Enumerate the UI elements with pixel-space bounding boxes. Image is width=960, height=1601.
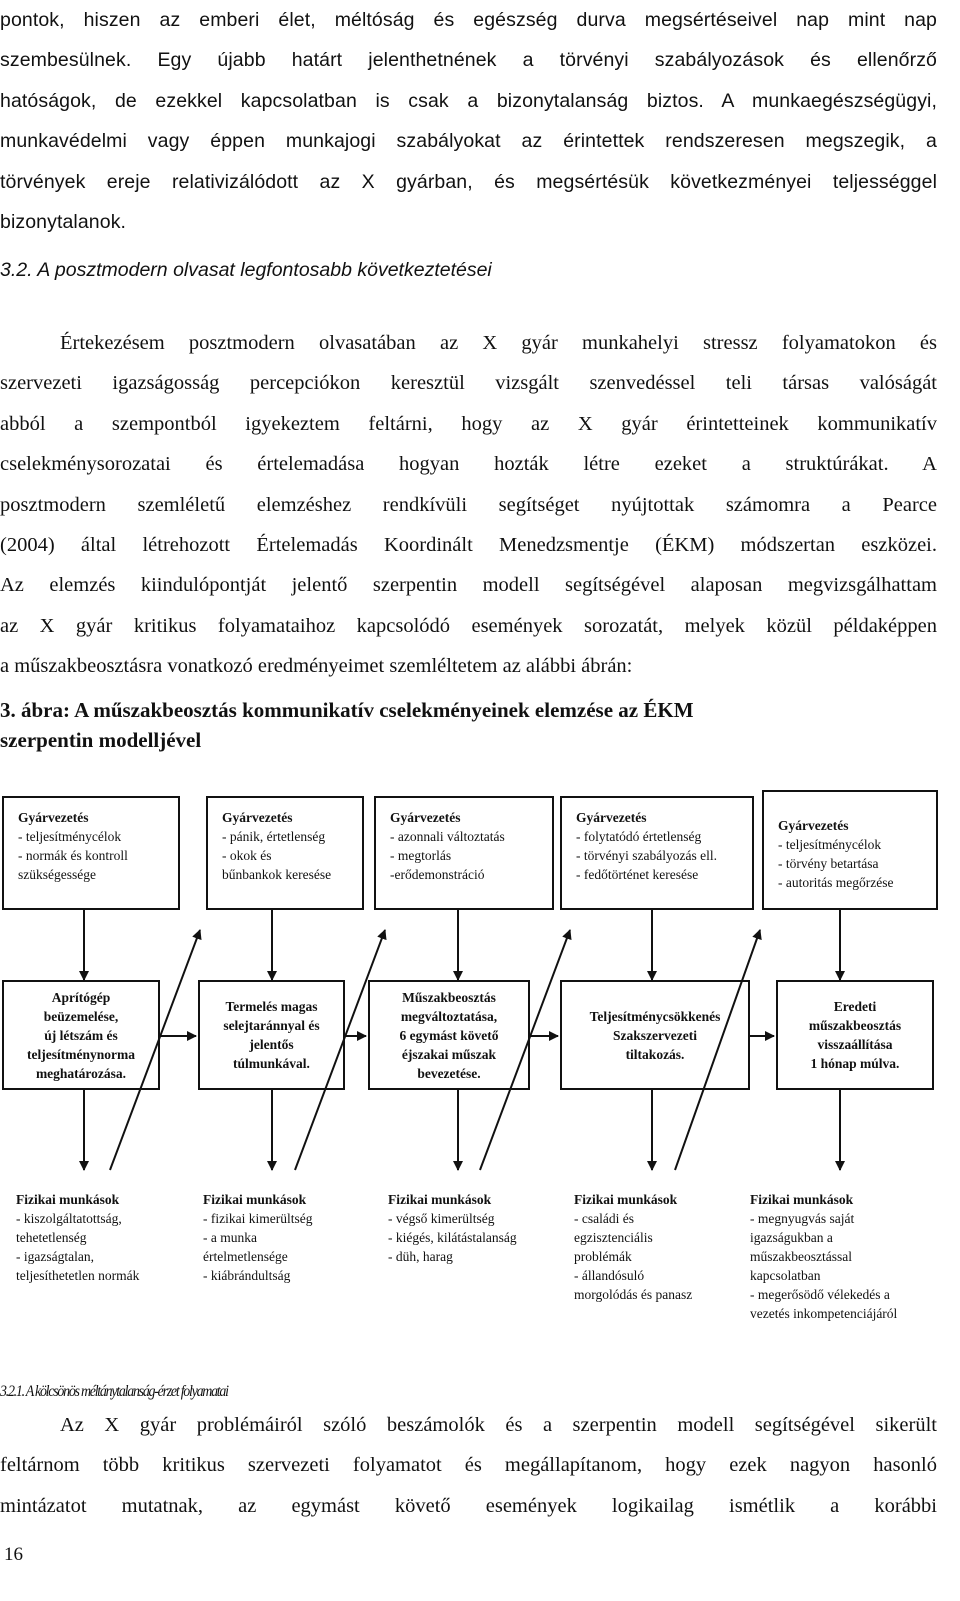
box-line: éjszakai műszak <box>401 1046 497 1062</box>
box-line: Szakszervezeti <box>613 1027 697 1043</box>
paragraph-mutual <box>0 1405 937 1526</box>
box-line: bűnbankok keresése <box>222 867 332 882</box>
box-line: műszakbeosztás <box>808 1018 902 1033</box>
box-line: Eredeti <box>833 999 877 1014</box>
top-box-1 <box>2 796 180 910</box>
box-line: Aprítógép <box>51 989 111 1005</box>
box-line: - teljesítménycélok <box>18 829 122 844</box>
box-line: - családi és <box>574 1211 634 1226</box>
box-line: kapcsolatban <box>750 1268 821 1283</box>
box-title: Fizikai munkások <box>203 1192 307 1207</box>
box-line: - a munka <box>203 1230 257 1245</box>
box-line: túlmunkával. <box>233 1056 310 1071</box>
text-line: Az X gyár problémáiról szóló beszámolók és a szerpentin modell segítségével sikerült <box>60 1414 937 1436</box>
paragraph-intro <box>0 0 937 242</box>
figure-caption <box>0 695 900 755</box>
box-title: Fizikai munkások <box>574 1192 678 1207</box>
box-line: 1 hónap múlva. <box>810 1056 900 1071</box>
top-box-4 <box>560 796 754 910</box>
box-line: új létszám és <box>44 1027 118 1043</box>
box-title: Fizikai munkások <box>16 1192 120 1207</box>
box-line: -erődemonstráció <box>390 867 485 882</box>
top-box-2 <box>206 796 364 910</box>
caption-line: 3. ábra: A műszakbeosztás kommunikatív cselekményeinek elemzése az ÉKM <box>0 698 694 722</box>
box-title: Gyárvezetés <box>576 810 647 825</box>
box-line: 6 egymást követő <box>399 1027 499 1043</box>
worker-box-1 <box>16 1190 196 1285</box>
text-line: szembesülnek. Egy újabb határt jelenthetnének a törvényi szabályozások és ellenőrző <box>0 49 937 72</box>
box-line: - okok és <box>222 848 272 863</box>
serpentine-diagram <box>0 790 960 1350</box>
box-title: Fizikai munkások <box>388 1192 492 1207</box>
box-line: - kiégés, kilátástalanság <box>388 1230 517 1245</box>
text-line: (2004) által létrehozott Értelemadás Koordinált Menedzsmentje (ÉKM) módszertan eszközei. <box>0 534 937 557</box>
box-line: vezetés inkompetenciájáról <box>750 1306 898 1321</box>
box-line: Teljesítménycsökkenés <box>589 1008 721 1024</box>
text-line: törvények ereje relativizálódott az X gyárban, és megsértésük következményei teljességgel <box>0 170 937 193</box>
box-line: műszakbeosztással <box>750 1249 852 1264</box>
worker-box-5 <box>750 1190 950 1323</box>
text-line: mintázatot mutatnak, az egymást követő események logikailag ismétlik a korábbi <box>0 1494 937 1517</box>
box-line: teljesíthetetlen normák <box>16 1268 140 1283</box>
text-line: hatóságok, de ezekkel kapcsolatban is csak a bizonytalanság biztos. A munkaegészségügyi, <box>0 89 937 112</box>
text-line: Értekezésem posztmodern olvasatában az X gyár munkahelyi stressz folyamatokon és <box>60 332 937 354</box>
box-line: beüzemelése, <box>43 1008 119 1024</box>
text-line: posztmodern szemléletű elemzéshez rendkívüli segítséget nyújtottak számomra a Pearce <box>0 493 937 516</box>
box-line: Műszakbeosztás <box>402 989 496 1005</box>
box-line: - düh, harag <box>388 1249 453 1264</box>
box-line: - megerősödő vélekedés a <box>750 1287 890 1302</box>
box-line: egzisztenciális <box>574 1230 653 1245</box>
box-line: szükségessége <box>18 867 96 882</box>
section-heading: 3.2. A posztmodern olvasat legfontosabb következtetései <box>0 259 492 281</box>
text-line: bizonytalanok. <box>0 211 127 234</box>
box-line: - fedőtörténet keresése <box>576 867 699 882</box>
worker-box-2 <box>203 1190 378 1285</box>
box-line: - igazságtalan, <box>16 1249 94 1264</box>
box-line: - kiábrándultság <box>203 1268 291 1283</box>
box-line: morgolódás és panasz <box>574 1287 693 1302</box>
box-line: - végső kimerültség <box>388 1211 495 1226</box>
event-box-2 <box>198 980 345 1090</box>
box-line: - törvény betartása <box>778 856 879 871</box>
box-title: Gyárvezetés <box>18 810 89 825</box>
box-line: - megtorlás <box>390 848 452 863</box>
box-line: selejtaránnyal és <box>223 1018 320 1033</box>
box-line: - autoritás megőrzése <box>778 875 894 890</box>
box-line: - teljesítménycélok <box>778 837 882 852</box>
box-line: értelmetlensége <box>203 1249 288 1264</box>
box-line: Termelés magas <box>225 999 318 1014</box>
text-line: munkavédelmi vagy éppen munkajogi szabályokat az érintettek rendszeresen megszegik, a <box>0 130 937 153</box>
box-line: - állandósuló <box>574 1268 645 1283</box>
box-line: teljesítménynorma <box>27 1046 135 1062</box>
top-box-3 <box>374 796 554 910</box>
event-box-3 <box>368 980 530 1090</box>
box-line: megváltoztatása, <box>400 1008 498 1024</box>
subsection-heading: 3.2.1. A kölcsönös méltánytalanság-érzet folyamatai <box>0 1383 228 1400</box>
box-line: - azonnali változtatás <box>390 829 505 844</box>
box-line: - normák és kontroll <box>18 848 128 863</box>
box-title: Gyárvezetés <box>778 818 849 833</box>
text-line: Az elemzés kiindulópontját jelentő szerpentin modell segítségével alaposan megvizsgálhattam <box>0 574 937 597</box>
box-line: - törvényi szabályozás ell. <box>576 848 717 863</box>
text-line: cselekménysorozatai és értelemadása hogyan hozták létre ezeket a struktúrákat. A <box>0 453 937 476</box>
worker-box-4 <box>574 1190 744 1304</box>
box-title: Gyárvezetés <box>222 810 293 825</box>
box-line: jelentős <box>249 1037 294 1052</box>
text-line: az X gyár kritikus folyamataihoz kapcsolódó események sorozatát, melyek közül példaképpen <box>0 614 937 637</box>
box-line: tiltakozás. <box>625 1046 685 1062</box>
box-line: - megnyugvás saját <box>750 1211 855 1226</box>
box-line: - pánik, értetlenség <box>222 829 326 844</box>
box-line: igazságukban a <box>750 1230 833 1245</box>
box-title: Fizikai munkások <box>750 1192 854 1207</box>
top-box-5 <box>762 790 938 910</box>
event-box-1 <box>2 980 160 1090</box>
worker-box-3 <box>388 1190 563 1266</box>
box-line: tehetetlenség <box>16 1230 87 1245</box>
box-line: - folytatódó értetlenség <box>576 829 702 844</box>
text-line: pontok, hiszen az emberi élet, méltóság és egészség durva megsértéseivel nap mint nap <box>0 9 937 31</box>
box-line: - kiszolgáltatottság, <box>16 1211 122 1226</box>
page-number: 16 <box>4 1544 23 1565</box>
box-line: problémák <box>574 1249 632 1264</box>
box-line: meghatározása. <box>35 1065 127 1081</box>
text-line: a műszakbeosztásra vonatkozó eredményeimet szemléltetem az alábbi ábrán: <box>0 655 633 678</box>
box-title: Gyárvezetés <box>390 810 461 825</box>
caption-line: szerpentin modelljével <box>0 728 202 752</box>
paragraph-postmodern <box>0 323 937 687</box>
event-box-5 <box>776 980 934 1090</box>
text-line: feltárnom több kritikus szervezeti folyamatot és megállapítanom, hogy ezek nagyon hasonló <box>0 1454 937 1477</box>
event-box-4 <box>560 980 750 1090</box>
box-line: visszaállítása <box>817 1037 893 1052</box>
text-line: szervezeti igazságosság percepciókon keresztül vizsgált szenvedéssel teli társas valóságát <box>0 372 937 395</box>
box-line: bevezetése. <box>417 1065 481 1081</box>
box-line: - fizikai kimerültség <box>203 1211 313 1226</box>
text-line: abból a szempontból igyekeztem feltárni, hogy az X gyár érintetteinek kommunikatív <box>0 412 937 435</box>
